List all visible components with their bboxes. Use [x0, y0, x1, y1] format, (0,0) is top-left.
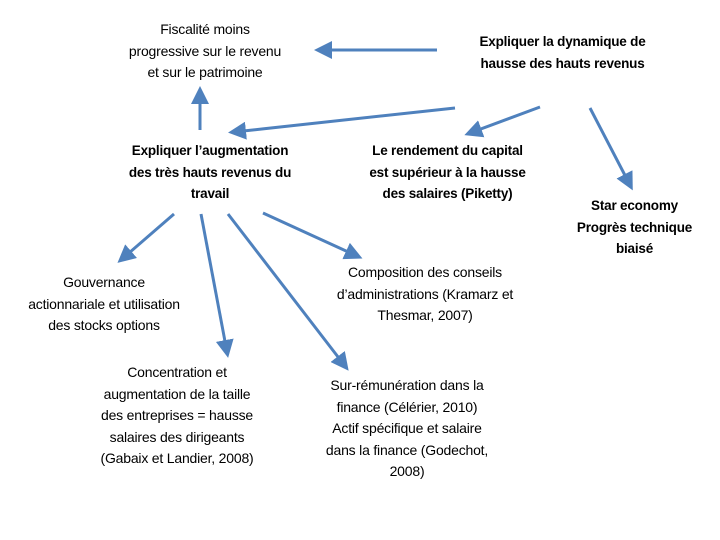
node-line: (Gabaix et Landier, 2008) — [100, 450, 254, 466]
node-line: progressive sur le revenu — [128, 42, 282, 59]
node-line: hausse des hauts revenus — [480, 55, 645, 71]
node-composition — [310, 262, 540, 327]
arrow-augmentation-to-gouvernance — [122, 214, 174, 259]
node-line: Composition des conseils — [348, 264, 502, 280]
node-augmentation — [105, 140, 315, 205]
node-line: finance (Célérier, 2010) — [336, 398, 478, 415]
node-line: Thesmar, 2007) — [377, 307, 473, 323]
node-line: Actif spécifique et salaire — [332, 420, 482, 436]
node-line: Fiscalité moins — [160, 21, 250, 37]
node-line: salaires des dirigeants — [109, 428, 245, 445]
node-line: Expliquer l’augmentation — [131, 143, 289, 158]
arrow-augmentation-to-composition — [263, 213, 357, 256]
arrow-dynamique-to-rendement — [470, 107, 540, 133]
node-line: et sur le patrimoine — [147, 64, 263, 80]
node-line: Gouvernance — [63, 274, 145, 290]
node-finance — [303, 375, 511, 483]
arrow-dynamique-to-augmentation — [234, 108, 455, 132]
node-line: 2008) — [389, 463, 425, 479]
node-line: biaisé — [615, 241, 654, 256]
node-line: d’administrations (Kramarz et — [336, 285, 514, 302]
node-line: Star economy — [591, 198, 678, 213]
node-line: des entreprises = hausse — [100, 407, 254, 423]
node-line: Progrès technique — [576, 219, 693, 235]
node-line: des stocks options — [48, 317, 160, 333]
node-line: des salaires (Piketty) — [382, 186, 513, 201]
arrow-dynamique-to-star — [590, 108, 630, 185]
node-line: Sur-rémunération dans la — [330, 377, 484, 393]
node-line: Le rendement du capital — [372, 143, 523, 158]
node-star-economy — [562, 195, 707, 260]
node-concentration — [78, 362, 276, 470]
node-rendement — [345, 140, 550, 205]
node-line: travail — [190, 186, 230, 201]
node-dynamique — [455, 31, 670, 74]
node-line: Expliquer la dynamique de — [479, 34, 646, 49]
node-line: actionnariale et utilisation — [28, 295, 180, 312]
node-gouvernance — [0, 272, 208, 337]
node-line: augmentation de la taille — [103, 385, 251, 402]
node-fiscalite — [100, 19, 310, 84]
node-line: Concentration et — [127, 364, 227, 380]
node-line: dans la finance (Godechot, — [325, 441, 489, 458]
node-line: des très hauts revenus du — [128, 164, 292, 180]
node-line: est supérieur à la hausse — [369, 164, 526, 180]
